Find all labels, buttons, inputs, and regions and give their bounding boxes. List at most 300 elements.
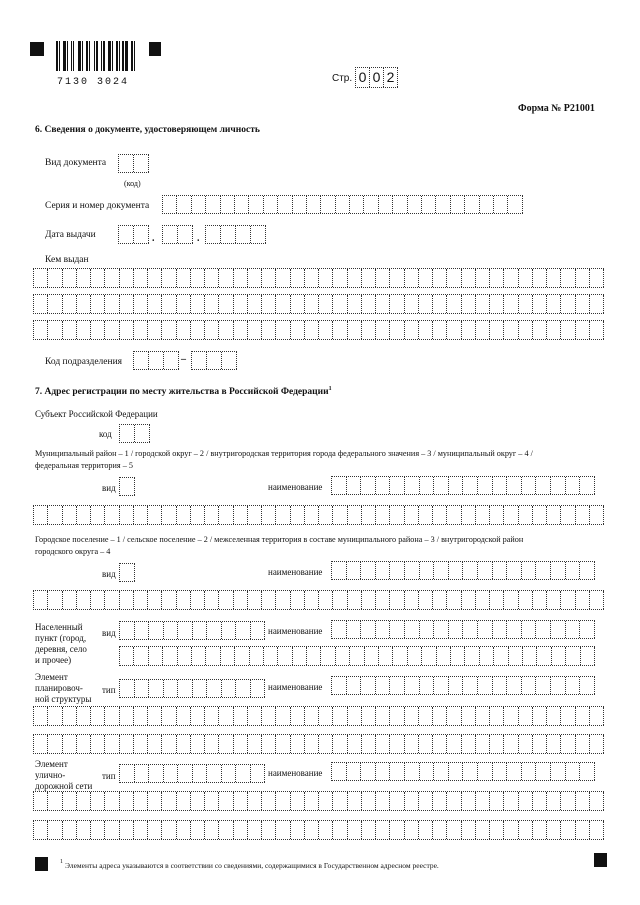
input-cell[interactable]: [348, 707, 362, 725]
input-cell[interactable]: [420, 477, 435, 494]
input-cell[interactable]: [390, 591, 404, 609]
input-cell[interactable]: [48, 735, 62, 753]
input-cell[interactable]: [390, 792, 404, 810]
input-cell[interactable]: [463, 621, 478, 638]
input-cell[interactable]: [291, 707, 305, 725]
input-cell[interactable]: [449, 477, 464, 494]
input-cell[interactable]: [504, 321, 518, 339]
input-cell[interactable]: [561, 707, 575, 725]
input-cell[interactable]: [419, 591, 433, 609]
input-cell[interactable]: [222, 680, 237, 697]
input-cell[interactable]: [319, 321, 333, 339]
input-cell[interactable]: [405, 621, 420, 638]
input-cell[interactable]: [291, 792, 305, 810]
input-cell[interactable]: [191, 321, 205, 339]
planning-name-field[interactable]: [331, 676, 595, 695]
input-cell[interactable]: [77, 735, 91, 753]
input-cell[interactable]: [519, 591, 533, 609]
input-cell[interactable]: [350, 647, 364, 665]
input-cell[interactable]: [221, 647, 235, 665]
input-cell[interactable]: [580, 477, 595, 494]
input-cell[interactable]: [362, 321, 376, 339]
input-cell[interactable]: [293, 196, 307, 213]
input-cell[interactable]: [305, 269, 319, 287]
input-cell[interactable]: [276, 792, 290, 810]
input-cell[interactable]: [348, 591, 362, 609]
input-cell[interactable]: [262, 821, 276, 839]
input-cell[interactable]: [449, 562, 464, 579]
input-cell[interactable]: [262, 735, 276, 753]
input-cell[interactable]: [433, 735, 447, 753]
input-cell[interactable]: [149, 647, 163, 665]
input-cell[interactable]: [236, 765, 251, 782]
input-cell[interactable]: [205, 591, 219, 609]
input-cell[interactable]: [362, 707, 376, 725]
input-cell[interactable]: [305, 591, 319, 609]
input-cell[interactable]: [248, 707, 262, 725]
input-cell[interactable]: [478, 677, 493, 694]
input-cell[interactable]: [476, 735, 490, 753]
input-cell[interactable]: [276, 735, 290, 753]
input-cell[interactable]: [576, 792, 590, 810]
input-cell[interactable]: [205, 735, 219, 753]
input-cell[interactable]: [192, 196, 206, 213]
input-cell[interactable]: [576, 295, 590, 313]
input-cell[interactable]: [205, 506, 219, 524]
input-cell[interactable]: [120, 269, 134, 287]
input-cell[interactable]: [191, 506, 205, 524]
input-cell[interactable]: [361, 763, 376, 780]
issue-year-field[interactable]: [205, 225, 266, 244]
input-cell[interactable]: [222, 765, 237, 782]
input-cell[interactable]: [580, 562, 595, 579]
input-cell[interactable]: [305, 707, 319, 725]
input-cell[interactable]: [333, 707, 347, 725]
input-cell[interactable]: [379, 647, 393, 665]
input-cell[interactable]: [490, 591, 504, 609]
input-cell[interactable]: [508, 196, 522, 213]
input-cell[interactable]: [504, 707, 518, 725]
input-cell[interactable]: [207, 622, 222, 639]
input-cell[interactable]: [576, 269, 590, 287]
input-cell[interactable]: [433, 591, 447, 609]
input-cell[interactable]: [134, 321, 148, 339]
input-cell[interactable]: [405, 321, 419, 339]
input-cell[interactable]: [533, 321, 547, 339]
input-cell[interactable]: [494, 647, 508, 665]
input-cell[interactable]: [365, 647, 379, 665]
settlement-kind-field[interactable]: [119, 563, 135, 582]
input-cell[interactable]: [476, 707, 490, 725]
input-cell[interactable]: [177, 506, 191, 524]
input-cell[interactable]: [362, 792, 376, 810]
planning-type-field[interactable]: [119, 679, 265, 698]
input-cell[interactable]: [405, 792, 419, 810]
input-cell[interactable]: [561, 269, 575, 287]
input-cell[interactable]: [162, 321, 176, 339]
input-cell[interactable]: [449, 763, 464, 780]
input-cell[interactable]: [390, 295, 404, 313]
input-cell[interactable]: [248, 269, 262, 287]
input-cell[interactable]: [348, 735, 362, 753]
input-cell[interactable]: [347, 562, 362, 579]
input-cell[interactable]: [162, 506, 176, 524]
input-cell[interactable]: [77, 792, 91, 810]
input-cell[interactable]: [191, 735, 205, 753]
input-cell[interactable]: [462, 295, 476, 313]
input-cell[interactable]: [120, 735, 134, 753]
input-cell[interactable]: [120, 295, 134, 313]
input-cell[interactable]: [362, 591, 376, 609]
input-cell[interactable]: [193, 622, 208, 639]
input-cell[interactable]: [135, 622, 150, 639]
input-cell[interactable]: [494, 196, 508, 213]
input-cell[interactable]: [34, 321, 48, 339]
input-cell[interactable]: [462, 591, 476, 609]
input-cell[interactable]: [476, 506, 490, 524]
input-cell[interactable]: [276, 821, 290, 839]
input-cell[interactable]: [504, 735, 518, 753]
input-cell[interactable]: [77, 269, 91, 287]
input-cell[interactable]: [405, 707, 419, 725]
input-cell[interactable]: [333, 321, 347, 339]
input-cell[interactable]: [476, 321, 490, 339]
input-cell[interactable]: [91, 321, 105, 339]
input-cell[interactable]: [332, 677, 347, 694]
input-cell[interactable]: [205, 792, 219, 810]
input-cell[interactable]: [419, 735, 433, 753]
input-cell[interactable]: [105, 792, 119, 810]
input-cell[interactable]: [319, 269, 333, 287]
input-cell[interactable]: [547, 735, 561, 753]
input-cell[interactable]: [205, 821, 219, 839]
input-cell[interactable]: [262, 506, 276, 524]
input-cell[interactable]: [408, 647, 422, 665]
input-cell[interactable]: [566, 763, 581, 780]
input-cell[interactable]: [77, 591, 91, 609]
input-cell[interactable]: [547, 821, 561, 839]
input-cell[interactable]: [422, 196, 436, 213]
input-cell[interactable]: [278, 196, 292, 213]
input-cell[interactable]: [248, 792, 262, 810]
input-cell[interactable]: [191, 792, 205, 810]
planning-name-row-3[interactable]: [33, 734, 604, 754]
issued-by-row-3[interactable]: [33, 320, 604, 340]
input-cell[interactable]: [537, 647, 551, 665]
input-cell[interactable]: [206, 196, 220, 213]
input-cell[interactable]: [332, 621, 347, 638]
input-cell[interactable]: [105, 269, 119, 287]
input-cell[interactable]: [376, 269, 390, 287]
input-cell[interactable]: [207, 765, 222, 782]
input-cell[interactable]: [205, 269, 219, 287]
input-cell[interactable]: [476, 821, 490, 839]
input-cell[interactable]: [507, 562, 522, 579]
input-cell[interactable]: [134, 591, 148, 609]
input-cell[interactable]: [490, 821, 504, 839]
input-cell[interactable]: [462, 792, 476, 810]
input-cell[interactable]: [105, 321, 119, 339]
input-cell[interactable]: [293, 647, 307, 665]
municipal-name-field[interactable]: [331, 476, 595, 495]
input-cell[interactable]: [48, 591, 62, 609]
input-cell[interactable]: [251, 622, 266, 639]
input-cell[interactable]: [191, 821, 205, 839]
input-cell[interactable]: [361, 621, 376, 638]
input-cell[interactable]: [105, 295, 119, 313]
input-cell[interactable]: [63, 591, 77, 609]
input-cell[interactable]: [433, 269, 447, 287]
input-cell[interactable]: [148, 591, 162, 609]
input-cell[interactable]: [219, 321, 233, 339]
input-cell[interactable]: [178, 680, 193, 697]
input-cell[interactable]: [376, 562, 391, 579]
division-code-part-2[interactable]: [191, 351, 237, 370]
input-cell[interactable]: [77, 321, 91, 339]
road-name-row-2[interactable]: [33, 791, 604, 811]
input-cell[interactable]: [163, 196, 177, 213]
input-cell[interactable]: [193, 765, 208, 782]
input-cell[interactable]: [533, 591, 547, 609]
input-cell[interactable]: [561, 591, 575, 609]
issued-by-row-2[interactable]: [33, 294, 604, 314]
input-cell[interactable]: [291, 735, 305, 753]
input-cell[interactable]: [547, 269, 561, 287]
input-cell[interactable]: [278, 647, 292, 665]
input-cell[interactable]: [77, 821, 91, 839]
input-cell[interactable]: [177, 295, 191, 313]
input-cell[interactable]: [493, 763, 508, 780]
input-cell[interactable]: [519, 821, 533, 839]
input-cell[interactable]: [219, 735, 233, 753]
input-cell[interactable]: [576, 591, 590, 609]
input-cell[interactable]: [419, 321, 433, 339]
input-cell[interactable]: [420, 677, 435, 694]
input-cell[interactable]: [561, 821, 575, 839]
input-cell[interactable]: [547, 707, 561, 725]
input-cell[interactable]: [420, 763, 435, 780]
input-cell[interactable]: [566, 677, 581, 694]
input-cell[interactable]: [234, 321, 248, 339]
input-cell[interactable]: [91, 707, 105, 725]
input-cell[interactable]: [291, 506, 305, 524]
input-cell[interactable]: [34, 506, 48, 524]
input-cell[interactable]: [248, 821, 262, 839]
input-cell[interactable]: [419, 269, 433, 287]
input-cell[interactable]: [434, 477, 449, 494]
input-cell[interactable]: [264, 196, 278, 213]
planning-name-row-2[interactable]: [33, 706, 604, 726]
input-cell[interactable]: [504, 269, 518, 287]
input-cell[interactable]: [249, 196, 263, 213]
series-number-field[interactable]: [162, 195, 523, 214]
input-cell[interactable]: [463, 477, 478, 494]
input-cell[interactable]: [519, 321, 533, 339]
input-cell[interactable]: [262, 295, 276, 313]
input-cell[interactable]: [120, 765, 135, 782]
input-cell[interactable]: [191, 295, 205, 313]
input-cell[interactable]: [405, 477, 420, 494]
input-cell[interactable]: [91, 269, 105, 287]
input-cell[interactable]: [105, 591, 119, 609]
input-cell[interactable]: [219, 506, 233, 524]
input-cell[interactable]: [234, 506, 248, 524]
input-cell[interactable]: [478, 621, 493, 638]
input-cell[interactable]: [376, 735, 390, 753]
input-cell[interactable]: [480, 647, 494, 665]
input-cell[interactable]: [434, 763, 449, 780]
input-cell[interactable]: [566, 621, 581, 638]
input-cell[interactable]: [234, 295, 248, 313]
input-cell[interactable]: [248, 321, 262, 339]
input-cell[interactable]: [77, 506, 91, 524]
input-cell[interactable]: [419, 821, 433, 839]
input-cell[interactable]: [449, 677, 464, 694]
input-cell[interactable]: [276, 321, 290, 339]
input-cell[interactable]: [547, 321, 561, 339]
input-cell[interactable]: [333, 295, 347, 313]
input-cell[interactable]: [405, 821, 419, 839]
input-cell[interactable]: [522, 677, 537, 694]
input-cell[interactable]: [348, 269, 362, 287]
input-cell[interactable]: [364, 196, 378, 213]
input-cell[interactable]: [251, 680, 266, 697]
input-cell[interactable]: [221, 196, 235, 213]
input-cell[interactable]: [336, 196, 350, 213]
input-cell[interactable]: [219, 792, 233, 810]
input-cell[interactable]: [507, 477, 522, 494]
input-cell[interactable]: [248, 735, 262, 753]
input-cell[interactable]: [437, 647, 451, 665]
input-cell[interactable]: [34, 792, 48, 810]
input-cell[interactable]: [462, 821, 476, 839]
input-cell[interactable]: [276, 506, 290, 524]
input-cell[interactable]: [476, 591, 490, 609]
input-cell[interactable]: [134, 821, 148, 839]
input-cell[interactable]: [234, 269, 248, 287]
input-cell[interactable]: [376, 821, 390, 839]
input-cell[interactable]: [207, 680, 222, 697]
input-cell[interactable]: [536, 621, 551, 638]
input-cell[interactable]: [120, 707, 134, 725]
input-cell[interactable]: [519, 295, 533, 313]
input-cell[interactable]: [434, 677, 449, 694]
input-cell[interactable]: [191, 707, 205, 725]
input-cell[interactable]: [333, 591, 347, 609]
input-cell[interactable]: [177, 591, 191, 609]
input-cell[interactable]: [319, 295, 333, 313]
input-cell[interactable]: [177, 735, 191, 753]
input-cell[interactable]: [519, 707, 533, 725]
input-cell[interactable]: [434, 621, 449, 638]
issue-month-field[interactable]: [162, 225, 193, 244]
input-cell[interactable]: [307, 647, 321, 665]
input-cell[interactable]: [379, 196, 393, 213]
input-cell[interactable]: [333, 735, 347, 753]
input-cell[interactable]: [561, 735, 575, 753]
input-cell[interactable]: [447, 321, 461, 339]
input-cell[interactable]: [547, 295, 561, 313]
input-cell[interactable]: [192, 647, 206, 665]
input-cell[interactable]: [523, 647, 537, 665]
input-cell[interactable]: [191, 591, 205, 609]
input-cell[interactable]: [305, 506, 319, 524]
input-cell[interactable]: [332, 763, 347, 780]
input-cell[interactable]: [262, 591, 276, 609]
input-cell[interactable]: [77, 295, 91, 313]
input-cell[interactable]: [590, 506, 604, 524]
input-cell[interactable]: [177, 707, 191, 725]
input-cell[interactable]: [134, 647, 148, 665]
input-cell[interactable]: [291, 321, 305, 339]
input-cell[interactable]: [48, 821, 62, 839]
input-cell[interactable]: [34, 707, 48, 725]
input-cell[interactable]: [576, 506, 590, 524]
input-cell[interactable]: [433, 821, 447, 839]
input-cell[interactable]: [48, 792, 62, 810]
input-cell[interactable]: [162, 269, 176, 287]
input-cell[interactable]: [262, 321, 276, 339]
municipal-kind-field[interactable]: [119, 477, 135, 496]
input-cell[interactable]: [135, 765, 150, 782]
municipal-name-row-2[interactable]: [33, 505, 604, 525]
input-cell[interactable]: [581, 647, 595, 665]
input-cell[interactable]: [164, 622, 179, 639]
input-cell[interactable]: [536, 763, 551, 780]
input-cell[interactable]: [48, 506, 62, 524]
input-cell[interactable]: [504, 792, 518, 810]
input-cell[interactable]: [234, 792, 248, 810]
input-cell[interactable]: [478, 477, 493, 494]
input-cell[interactable]: [405, 269, 419, 287]
input-cell[interactable]: [590, 707, 604, 725]
input-cell[interactable]: [590, 269, 604, 287]
input-cell[interactable]: [561, 792, 575, 810]
input-cell[interactable]: [34, 269, 48, 287]
input-cell[interactable]: [276, 295, 290, 313]
input-cell[interactable]: [390, 621, 405, 638]
input-cell[interactable]: [305, 821, 319, 839]
input-cell[interactable]: [447, 707, 461, 725]
input-cell[interactable]: [451, 196, 465, 213]
settlement-name-row-2[interactable]: [33, 590, 604, 610]
input-cell[interactable]: [405, 506, 419, 524]
input-cell[interactable]: [533, 735, 547, 753]
input-cell[interactable]: [490, 707, 504, 725]
input-cell[interactable]: [390, 321, 404, 339]
input-cell[interactable]: [590, 321, 604, 339]
input-cell[interactable]: [465, 647, 479, 665]
input-cell[interactable]: [333, 269, 347, 287]
input-cell[interactable]: [333, 821, 347, 839]
input-cell[interactable]: [451, 647, 465, 665]
input-cell[interactable]: [551, 562, 566, 579]
input-cell[interactable]: [177, 196, 191, 213]
input-cell[interactable]: [561, 506, 575, 524]
input-cell[interactable]: [490, 321, 504, 339]
input-cell[interactable]: [376, 677, 391, 694]
input-cell[interactable]: [120, 647, 134, 665]
input-cell[interactable]: [519, 735, 533, 753]
input-cell[interactable]: [362, 269, 376, 287]
input-cell[interactable]: [408, 196, 422, 213]
road-type-field[interactable]: [119, 764, 265, 783]
input-cell[interactable]: [462, 269, 476, 287]
input-cell[interactable]: [566, 562, 581, 579]
input-cell[interactable]: [332, 477, 347, 494]
input-cell[interactable]: [162, 821, 176, 839]
input-cell[interactable]: [305, 735, 319, 753]
